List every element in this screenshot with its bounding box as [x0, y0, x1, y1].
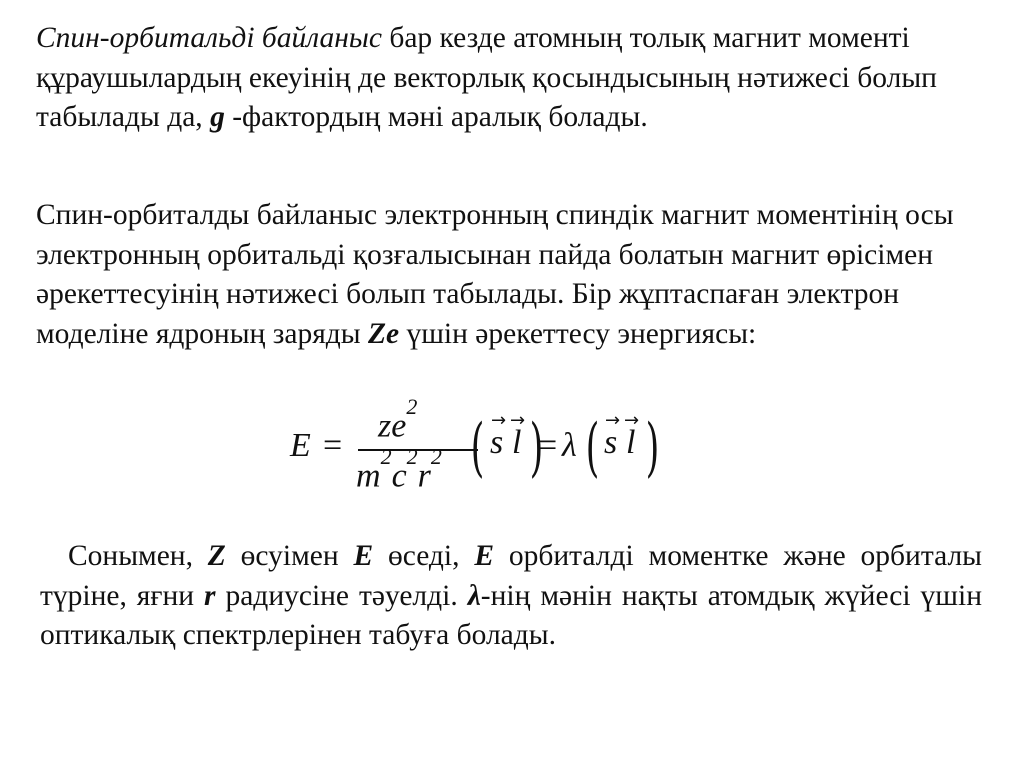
formula-denominator: [356, 444, 442, 495]
numerator-exponent: 2: [406, 394, 418, 419]
formula-equals: =: [323, 427, 343, 464]
e-symbol: E: [353, 540, 374, 572]
vector-arrow: →: [491, 410, 507, 431]
italic-lead: Спин-орбитальді байланыс: [36, 22, 382, 54]
den-c: c: [391, 457, 407, 495]
z-symbol: Z: [207, 540, 226, 572]
text-segment: үшін әрекеттесу энергиясы:: [399, 317, 757, 350]
right-paren: ): [645, 411, 660, 485]
formula-lhs: E: [290, 427, 311, 464]
ze-symbol: Ze: [367, 317, 400, 350]
paragraph-spin-orbital-intro: [36, 19, 996, 138]
text-segment: Спин-орбиталды байланыс электронның спиндік магнит моментінің осы электронның орбитальді қозғалысынан пайда болатын магнит өрісімен әрекеттесуінің нәтижесі болып табылады. Бір жұптаспаған электрон моделіне ядроның заряды: [36, 199, 954, 350]
right-paren: ): [529, 411, 544, 485]
s-vector: s: [604, 424, 618, 461]
left-paren: (: [585, 411, 600, 485]
den-c-exponent: 2: [406, 444, 418, 469]
e-symbol: E: [474, 540, 495, 572]
fraction-line: [358, 449, 478, 451]
den-r: r: [417, 457, 431, 495]
r-symbol: r: [204, 579, 216, 612]
text-segment: өседі,: [373, 540, 475, 572]
text-segment: радиусіне тәуелді.: [215, 579, 468, 612]
den-m: m: [356, 457, 381, 495]
s-vector: s: [490, 424, 504, 461]
l-vector: l: [512, 424, 522, 461]
g-factor-symbol: g: [210, 101, 225, 133]
text-segment: -фактордың мәні аралық болады.: [224, 101, 648, 133]
paragraph-spin-orbital-interaction: [36, 196, 996, 354]
formula-numerator: [378, 394, 418, 445]
text-segment: бар кезде атомның толық магнит моменті құраушылардың екеуінің де векторлық қосындысының нәтижесі болып табылады да,: [36, 22, 937, 133]
vector-arrow: →: [510, 410, 526, 431]
vector-arrow: →: [624, 410, 640, 431]
lambda-symbol: λ: [562, 427, 577, 464]
den-r-exponent: 2: [430, 444, 442, 469]
vector-arrow: →: [605, 410, 621, 431]
numerator-base: ze: [378, 407, 407, 445]
formula-equals: =: [538, 427, 558, 464]
text-segment: Сонымен,: [68, 540, 208, 572]
text-segment: -нің мәнін нақты атомдық жүйесі үшін оптикалық спектрлерінен табуға болады.: [40, 579, 982, 651]
text-segment: өсуімен: [225, 540, 354, 572]
den-m-exponent: 2: [380, 444, 392, 469]
paragraph-conclusion: [40, 537, 982, 656]
left-paren: (: [470, 411, 485, 485]
text-segment: орбиталді моментке және орбиталы түріне, яғни: [40, 540, 982, 612]
energy-formula: [290, 394, 690, 495]
l-vector: l: [626, 424, 636, 461]
lambda-symbol: λ: [467, 579, 481, 612]
